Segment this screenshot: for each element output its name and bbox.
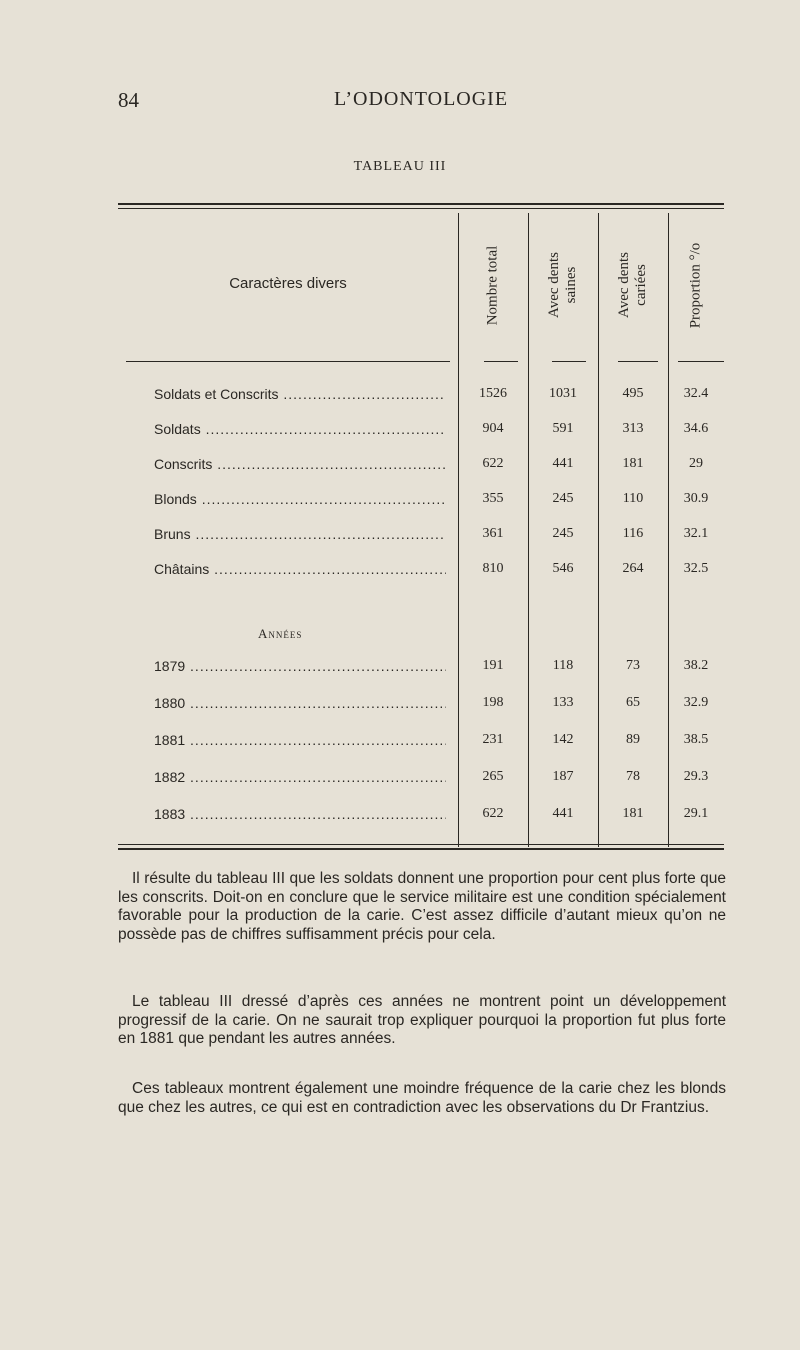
table-top-rule-thin [118, 208, 724, 209]
page-number: 84 [118, 88, 139, 112]
cell-proportion: 34.6 [683, 421, 709, 436]
column-header-line: saines [562, 266, 579, 304]
cell-cariees: 264 [622, 561, 644, 576]
cell-total: 904 [482, 421, 504, 436]
table-row [118, 695, 724, 719]
row-label: 1883 ..... [154, 806, 446, 822]
cell-proportion: 38.2 [683, 658, 709, 673]
table-bottom-rule-thin [118, 844, 724, 845]
page-header [118, 88, 724, 116]
cell-proportion: 32.5 [683, 561, 709, 576]
cell-proportion: 32.4 [683, 386, 709, 401]
table-row [118, 658, 724, 682]
header-separator [678, 361, 724, 362]
cell-saines: 133 [552, 695, 574, 710]
row-label: Bruns ..... [154, 526, 446, 542]
cell-total: 622 [482, 806, 504, 821]
data-table [118, 203, 724, 853]
table-row [118, 769, 724, 793]
cell-cariees: 110 [622, 491, 644, 506]
header-separator [126, 361, 450, 362]
row-label: Soldats et Conscrits ..... [154, 386, 446, 402]
cell-total: 231 [482, 732, 504, 747]
cell-saines: 142 [552, 732, 574, 747]
cell-saines: 245 [552, 491, 574, 506]
row-label: 1879 ..... [154, 658, 446, 674]
table-row [118, 456, 724, 480]
cell-cariees: 65 [626, 695, 640, 710]
cell-saines: 187 [552, 769, 574, 784]
column-header-line: Proportion °/o [687, 242, 704, 328]
label-column-header: Caractères divers [229, 275, 347, 292]
table-row [118, 491, 724, 515]
cell-cariees: 495 [622, 386, 644, 401]
header-separator [618, 361, 658, 362]
column-header-saines [528, 221, 598, 349]
cell-saines: 591 [552, 421, 574, 436]
row-label: Blonds ..... [154, 491, 446, 507]
cell-saines: 546 [552, 561, 574, 576]
cell-cariees: 89 [626, 732, 640, 747]
row-label: Conscrits ..... [154, 456, 446, 472]
row-label: 1882 ..... [154, 769, 446, 785]
running-title: L’ODONTOLOGIE [333, 88, 509, 110]
table-top-rule [118, 203, 724, 205]
column-header-proportion [668, 221, 724, 349]
cell-total: 361 [482, 526, 504, 541]
paragraph-text: Le tableau III dressé d’après ces années ne montrent point un développement progressif de la carie. On ne saurait trop expliquer pourquoi la proportion fut plus forte en 1881 que pendant les autres années. [118, 993, 726, 1047]
table-row [118, 421, 724, 445]
cell-proportion: 29.1 [683, 806, 709, 821]
header-separator [484, 361, 518, 362]
paragraph-text: Ces tableaux montrent également une moindre fréquence de la carie chez les blonds que chez les autres, ce qui est en contradiction avec les observations du Dr Frantzius. [118, 1080, 726, 1116]
cell-proportion: 29 [689, 456, 703, 471]
cell-saines: 441 [552, 806, 574, 821]
paragraph-3 [118, 1080, 726, 1117]
column-header-line: Avec dents [545, 252, 562, 318]
table-row [118, 732, 724, 756]
column-header-line: Avec dents [615, 252, 632, 318]
cell-saines: 245 [552, 526, 574, 541]
header-separator [552, 361, 586, 362]
table-row [118, 526, 724, 550]
cell-proportion: 38.5 [683, 732, 709, 747]
cell-proportion: 29.3 [683, 769, 709, 784]
paragraph-1 [118, 870, 726, 944]
paragraph-2 [118, 993, 726, 1049]
cell-total: 355 [482, 491, 504, 506]
table-row [118, 561, 724, 585]
column-header-line: cariées [632, 264, 649, 306]
cell-total: 1526 [479, 386, 507, 401]
cell-proportion: 30.9 [683, 491, 709, 506]
cell-cariees: 313 [622, 421, 644, 436]
cell-total: 265 [482, 769, 504, 784]
cell-cariees: 181 [622, 456, 644, 471]
row-label: 1880 ..... [154, 695, 446, 711]
table-row [118, 806, 724, 830]
table-title: TABLEAU III [353, 159, 447, 174]
row-label: Soldats ..... [154, 421, 446, 437]
column-header-cariees [598, 221, 668, 349]
cell-cariees: 116 [622, 526, 644, 541]
section-heading-annees: Années [258, 626, 303, 641]
cell-total: 622 [482, 456, 504, 471]
column-header-line: Nombre total [484, 245, 501, 325]
cell-saines: 441 [552, 456, 574, 471]
cell-saines: 1031 [549, 386, 577, 401]
paragraph-text: Il résulte du tableau III que les soldats donnent une proportion pour cent plus forte que les conscrits. Doit-on en conclure que le service militaire est une condition spécialement favorable pour la production de la carie. C’est assez difficile d’autant mieux qu’on ne possède pas de chiffres suffisamment précis pour cela. [118, 870, 726, 943]
column-header-total [458, 221, 528, 349]
cell-proportion: 32.1 [683, 526, 709, 541]
cell-total: 191 [482, 658, 504, 673]
table-bottom-rule [118, 848, 724, 850]
cell-cariees: 181 [622, 806, 644, 821]
row-label: Châtains ..... [154, 561, 446, 577]
cell-saines: 118 [552, 658, 574, 673]
cell-cariees: 73 [626, 658, 640, 673]
cell-proportion: 32.9 [683, 695, 709, 710]
cell-total: 198 [482, 695, 504, 710]
table-row [118, 386, 724, 410]
cell-cariees: 78 [626, 769, 640, 784]
cell-total: 810 [482, 561, 504, 576]
row-label: 1881 ..... [154, 732, 446, 748]
